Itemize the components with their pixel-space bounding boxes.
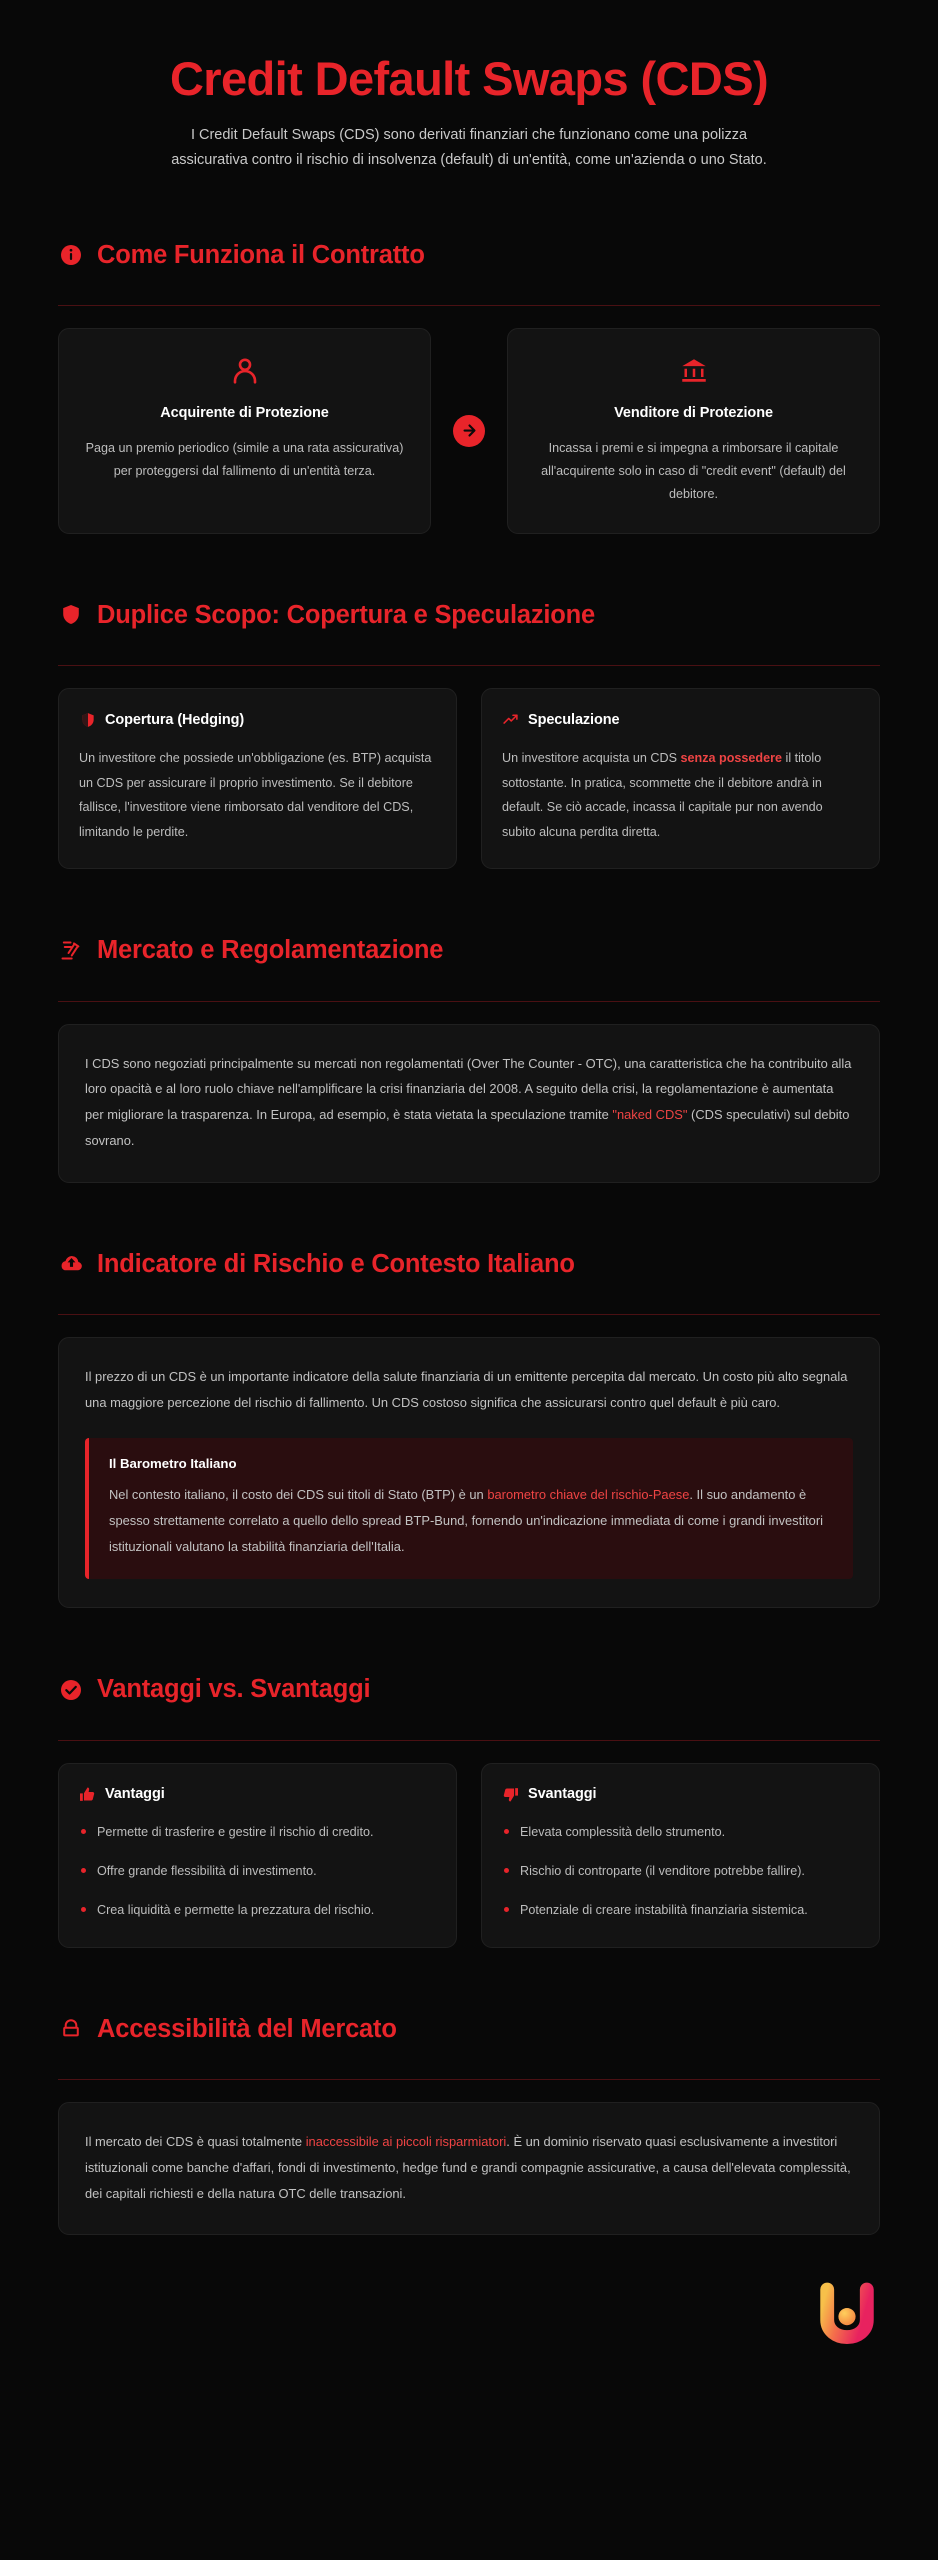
seller-text: Incassa i premi e si impegna a rimborsare il capitale all'acquirente solo in caso di "credit event" (default) del debitore.	[541, 440, 846, 502]
page-subtitle: I Credit Default Swaps (CDS) sono derivati finanziari che funzionano come una polizza assicurativa contro il rischio di insolvenza (default) di un'entità, come un'azienda o uno Stato.	[171, 126, 767, 169]
hero-header	[58, 38, 880, 174]
hedging-header	[79, 711, 436, 728]
u-brand-logo	[814, 2279, 880, 2345]
section-header	[58, 915, 880, 985]
list-item: Rischio di controparte (il venditore potrebbe fallire).	[502, 1860, 859, 1883]
mercato-text	[85, 1051, 853, 1154]
section-vantaggi-svantaggi	[58, 1654, 880, 1947]
access-text-after: . È un dominio riservato quasi esclusivamente a investitori istituzionali come banche d'affari, fondi di investimento, hedge fund e grandi compagnie assicurative, a causa dell'elevata complessità, dei capitali richiesti e della natura OTC delle transazioni.	[85, 2133, 851, 2201]
access-highlight: inaccessibile ai piccoli risparmiatori	[305, 2133, 507, 2149]
pros-card	[58, 1763, 457, 1948]
section-divider	[58, 1740, 880, 1741]
cons-header	[502, 1786, 859, 1803]
arrow-right-icon	[453, 415, 485, 447]
section-title: Come Funziona il Contratto	[97, 240, 425, 269]
seller-card	[507, 328, 880, 534]
section-title: Duplice Scopo: Copertura e Speculazione	[97, 600, 596, 629]
section-title: Accessibilità del Mercato	[97, 2014, 397, 2043]
section-header	[58, 1654, 880, 1724]
pros-header	[79, 1786, 436, 1803]
cons-card	[481, 1763, 880, 1948]
pros-cons-columns	[58, 1763, 880, 1948]
speculazione-header	[502, 711, 859, 728]
spec-text-before: Un investitore acquista un CDS	[502, 751, 681, 766]
section-divider	[58, 1001, 880, 1002]
mercato-card	[58, 1024, 880, 1183]
buyer-text: Paga un premio periodico (simile a una rata assicurativa) per proteggersi dal fallimento di un'entità terza.	[85, 440, 404, 479]
section-duplice-scopo	[58, 580, 880, 870]
accessibilita-text	[85, 2129, 853, 2206]
contract-flow	[58, 328, 880, 534]
thumbs-up-icon	[79, 1786, 96, 1803]
mercato-text-before: I CDS sono negoziati principalmente su mercati non regolamentati (Over The Counter - OTC), una caratteristica che ha contribuito alla loro opacità e al loro ruolo chiave nell'amplificare la crisi finanziaria del 2008. A seguito della crisi, la regolamentazione è aumentata per migliorare la trasparenza. In Europa, ad esempio, è stata vietata la speculazione tramite	[85, 1055, 852, 1123]
hedging-title: Copertura (Hedging)	[105, 711, 245, 728]
page-title: Credit Default Swaps (CDS)	[169, 52, 769, 105]
callout-highlight: barometro chiave del rischio-Paese	[487, 1486, 690, 1502]
shield-half-icon	[79, 711, 96, 728]
callout-text-after: . Il suo andamento è spesso strettamente correlato a quello dello spread BTP-Bund, fornendo un'indicazione immediata di come i grandi investitori istituzionali valutano la stabilità finanziaria dell'Italia.	[109, 1486, 823, 1554]
thumbs-down-icon	[502, 1786, 519, 1803]
access-text-before: Il mercato dei CDS è quasi totalmente	[85, 2133, 306, 2149]
trending-up-icon	[502, 711, 519, 728]
pros-title: Vantaggi	[105, 1786, 165, 1803]
page-footer	[0, 2235, 938, 2379]
pros-list	[79, 1821, 436, 1923]
section-mercato	[58, 915, 880, 1183]
section-title: Indicatore di Rischio e Contesto Italiano	[97, 1250, 575, 1279]
check-circle-icon	[58, 1677, 84, 1703]
barometro-callout	[85, 1438, 853, 1579]
info-circle-icon	[58, 242, 84, 268]
spec-text-after: il titolo sottostante. In pratica, scommette che il debitore andrà in default. Se ciò accade, incassa il capitale pur non avendo subito alcuna perdita diretta.	[502, 751, 823, 839]
section-come-funziona	[58, 220, 880, 534]
section-divider	[58, 665, 880, 666]
section-title: Vantaggi vs. Svantaggi	[97, 1675, 371, 1704]
section-accessibilita	[58, 1994, 880, 2236]
lock-icon	[58, 2016, 84, 2042]
buyer-card	[58, 328, 431, 534]
speculazione-card	[481, 688, 880, 869]
mercato-highlight: "naked CDS"	[612, 1107, 688, 1123]
callout-title: Il Barometro Italiano	[109, 1455, 237, 1471]
seller-title: Venditore di Protezione	[614, 404, 773, 421]
speculazione-text	[502, 746, 859, 844]
list-item: Elevata complessità dello strumento.	[502, 1821, 859, 1844]
gavel-icon	[58, 937, 84, 963]
rischio-card	[58, 1337, 880, 1608]
section-divider	[58, 2079, 880, 2080]
section-divider	[58, 1314, 880, 1315]
section-header	[58, 220, 880, 290]
callout-text	[109, 1482, 833, 1559]
user-icon	[81, 355, 408, 387]
shield-icon	[58, 602, 84, 628]
scopo-columns	[58, 688, 880, 869]
callout-text-before: Nel contesto italiano, il costo dei CDS sui titoli di Stato (BTP) è un	[109, 1486, 488, 1502]
section-divider	[58, 305, 880, 306]
spec-highlight: senza possedere	[680, 751, 783, 766]
list-item: Crea liquidità e permette la prezzatura del rischio.	[79, 1899, 436, 1922]
section-header	[58, 1994, 880, 2064]
list-item: Potenziale di creare instabilità finanziaria sistemica.	[502, 1899, 859, 1922]
flow-arrow	[431, 328, 507, 534]
accessibilita-card	[58, 2102, 880, 2235]
hedging-text: Un investitore che possiede un'obbligazione (es. BTP) acquista un CDS per assicurare il proprio investimento. Se il debitore fallisce, l'investitore viene rimborsato dal venditore del CDS, limitando le perdite.	[79, 751, 432, 839]
section-title: Mercato e Regolamentazione	[97, 936, 444, 965]
rischio-intro: Il prezzo di un CDS è un importante indicatore della salute finanziaria di un emittente percepita dal mercato. Un costo più alto segnala una maggiore percezione del rischio di fallimento. Un CDS costoso significa che assicurarsi contro quel default è più caro.	[85, 1369, 848, 1411]
cons-title: Svantaggi	[528, 1786, 597, 1803]
speculazione-title: Speculazione	[528, 711, 620, 728]
list-item: Offre grande flessibilità di investimento.	[79, 1860, 436, 1883]
list-item: Permette di trasferire e gestire il rischio di credito.	[79, 1821, 436, 1844]
cons-list	[502, 1821, 859, 1923]
section-indicatore-rischio	[58, 1229, 880, 1608]
section-header	[58, 1229, 880, 1299]
bank-icon	[530, 355, 857, 387]
mercato-text-after: (CDS speculativi) sul debito sovrano.	[85, 1107, 850, 1149]
hedging-card	[58, 688, 457, 869]
cloud-upload-icon	[58, 1251, 84, 1277]
buyer-title: Acquirente di Protezione	[160, 404, 329, 421]
section-header	[58, 580, 880, 650]
